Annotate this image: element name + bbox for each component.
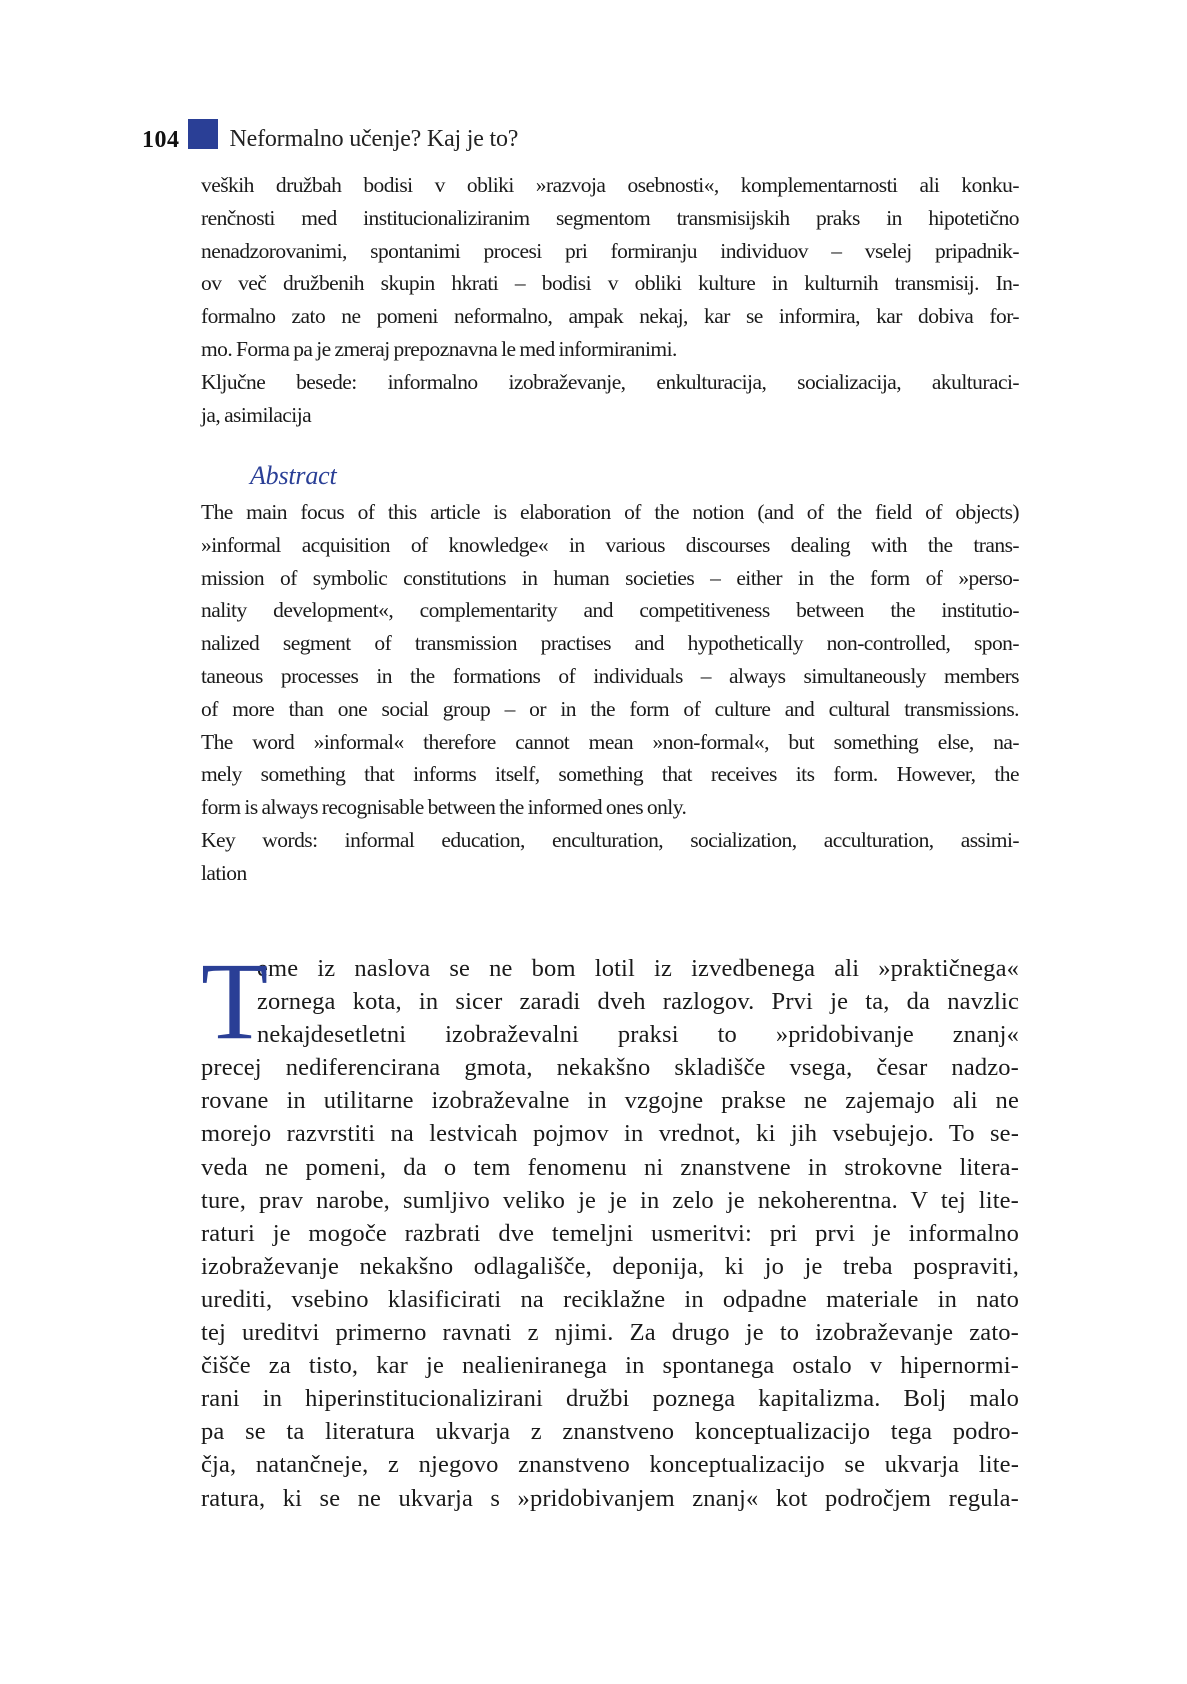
body-line: nekajdesetletni izobraževalni praksi to »pridobivanje znanj« bbox=[257, 1021, 1019, 1049]
abstract-line: ov več družbenih skupin hkrati – bodisi v obliki kulture in kulturnih transmisij. In- bbox=[201, 271, 1019, 296]
abstract-line: formalno zato ne pomeni neformalno, ampak nekaj, kar se informira, kar dobiva for- bbox=[201, 304, 1019, 329]
body-line: morejo razvrstiti na lestvicah pojmov in vrednot, ki jih vsebujejo. To se- bbox=[201, 1120, 1019, 1148]
keywords-line: Key words: informal education, enculturation, socialization, acculturation, assimi- bbox=[201, 827, 1019, 852]
page-number: 104 bbox=[142, 126, 180, 153]
abstract-line: veških družbah bodisi v obliki »razvoja osebnosti«, komplementarnosti ali konku- bbox=[201, 173, 1019, 197]
abstract-line: renčnosti med institucionaliziranim segmentom transmisijskih praks in hipotetično bbox=[201, 205, 1019, 230]
running-header bbox=[142, 118, 518, 154]
abstract-line: mely something that informs itself, something that receives its form. However, the bbox=[201, 762, 1019, 787]
body-line: ture, prav narobe, sumljivo veliko je je in zelo je nekoherentna. V tej lite- bbox=[201, 1186, 1019, 1214]
abstract-line: taneous processes in the formations of individuals – always simultaneously members bbox=[201, 663, 1019, 688]
body-line: čja, natančneje, z njegovo znanstveno konceptualizacijo se ukvarja lite- bbox=[201, 1451, 1019, 1479]
abstract-line: mo. Forma pa je zmeraj prepoznavna le med informiranimi. bbox=[201, 336, 677, 361]
body-line: veda ne pomeni, da o tem fenomenu ni znanstvene in strokovne litera- bbox=[201, 1153, 1019, 1181]
body-line: eme iz naslova se ne bom lotil iz izvedbenega ali »praktičnega« bbox=[257, 955, 1019, 982]
abstract-line: of more than one social group – or in the form of culture and cultural transmissions. bbox=[201, 696, 1019, 721]
body-line: urediti, vsebino klasificirati na reciklažne in odpadne materiale in nato bbox=[201, 1285, 1019, 1313]
body-line: zornega kota, in sicer zaradi dveh razlogov. Prvi je ta, da navzlic bbox=[257, 988, 1019, 1016]
abstract-line: nenadzorovanimi, spontanimi procesi pri formiranju individuov – vselej pripadnik- bbox=[201, 238, 1019, 263]
body-line: ratura, ki se ne ukvarja s »pridobivanjem znanj« kot področjem regula- bbox=[201, 1484, 1019, 1512]
abstract-line: form is always recognisable between the informed ones only. bbox=[201, 795, 687, 820]
slovene-abstract bbox=[201, 169, 1019, 431]
abstract-line: nalized segment of transmission practises and hypothetically non-controlled, spon- bbox=[201, 631, 1019, 656]
abstract-heading-wrap bbox=[201, 458, 1019, 494]
body-line: pa se ta literatura ukvarja z znanstveno konceptualizacijo tega podro- bbox=[201, 1418, 1019, 1446]
abstract-line: mission of symbolic constitutions in human societies – either in the form of »perso- bbox=[201, 565, 1019, 590]
abstract-line: The word »informal« therefore cannot mean »non-formal«, but something else, na- bbox=[201, 729, 1019, 754]
body-line: raturi je mogoče razbrati dve temeljni usmeritvi: pri prvi je informalno bbox=[201, 1219, 1019, 1247]
body-text bbox=[201, 940, 1019, 1515]
abstract-line: nality development«, complementarity and competitiveness between the institutio- bbox=[201, 598, 1019, 623]
body-line: čišče za tisto, kar je nealieniranega in spontanega ostalo v hipernormi- bbox=[201, 1352, 1019, 1380]
running-title: Neformalno učenje? Kaj je to? bbox=[229, 125, 519, 152]
abstract-line: The main focus of this article is elaboration of the notion (and of the field of objects) bbox=[201, 500, 1019, 524]
abstract-line: »informal acquisition of knowledge« in various discourses dealing with the trans- bbox=[201, 532, 1019, 557]
keywords-line: lation bbox=[201, 860, 247, 885]
keywords-line: ja, asimilacija bbox=[201, 402, 312, 427]
body-line: izobraževanje nekakšno odlagališče, deponija, ki jo je treba pospraviti, bbox=[201, 1252, 1019, 1280]
english-abstract bbox=[201, 496, 1019, 890]
body-line: rovane in utilitarne izobraževalne in vzgojne prakse ne zajemajo ali ne bbox=[201, 1087, 1019, 1115]
drop-cap: T bbox=[201, 940, 269, 1062]
body-line: precej nediferencirana gmota, nekakšno skladišče vsega, česar nadzo- bbox=[201, 1054, 1019, 1082]
body-line: rani in hiperinstitucionalizirani družbi poznega kapitalizma. Bolj malo bbox=[201, 1385, 1019, 1413]
keywords-line: Ključne besede: informalno izobraževanje, enkulturacija, socializacija, akulturaci- bbox=[201, 369, 1019, 394]
blue-square-ornament-icon bbox=[188, 119, 218, 149]
abstract-heading: Abstract bbox=[250, 461, 337, 490]
body-line: tej ureditvi primerno ravnati z njimi. Za drugo je to izobraževanje zato- bbox=[201, 1319, 1019, 1347]
